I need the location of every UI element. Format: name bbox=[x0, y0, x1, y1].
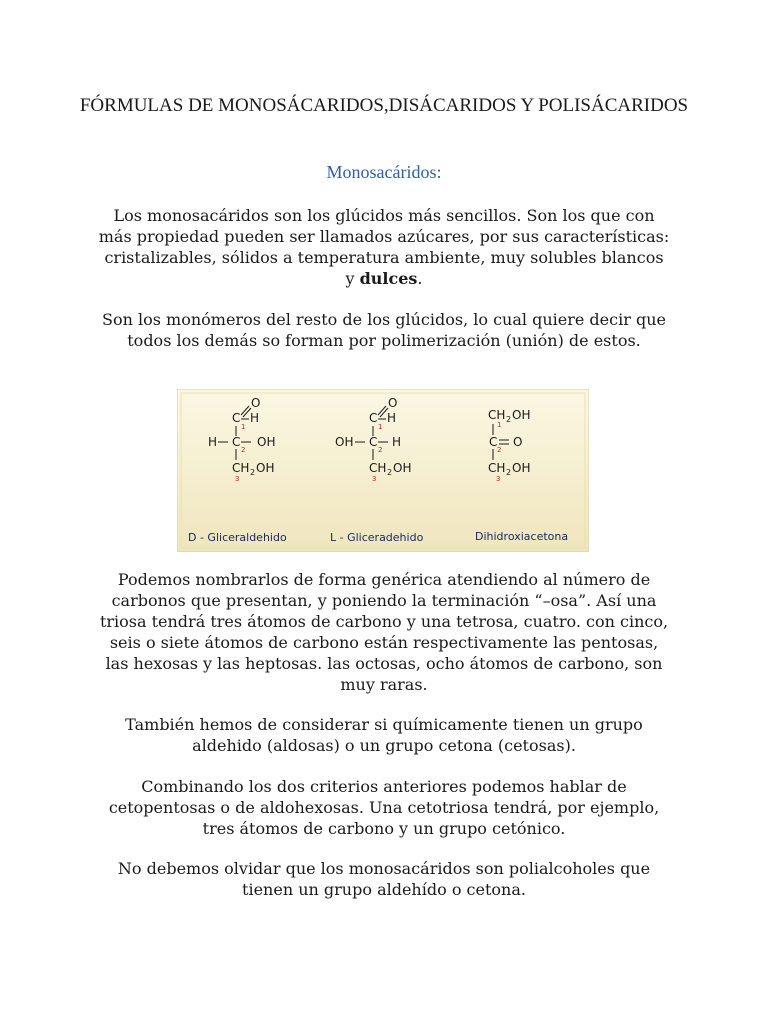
carbon-number-1: 1 bbox=[497, 421, 502, 429]
caption-l-glyceraldehyde: L - Gliceradehido bbox=[330, 531, 424, 544]
chemical-structures-figure bbox=[177, 389, 589, 552]
caption-dihydroxyacetone: Dihidroxiacetona bbox=[475, 530, 569, 543]
section-heading: Monosacáridos: bbox=[326, 162, 442, 182]
atom-o: O bbox=[388, 396, 398, 410]
caption-d-glyceraldehyde: D - Gliceraldehido bbox=[188, 531, 287, 544]
atom-sub2: 2 bbox=[387, 468, 393, 477]
page-title: FÓRMULAS DE MONOSÁCARIDOS,DISÁCARIDOS Y POLISÁCARIDOS bbox=[79, 95, 689, 116]
carbon-number-1: 1 bbox=[378, 423, 383, 431]
atom-h: H bbox=[250, 411, 260, 425]
paragraph-functional-group: También hemos de considerar si químicamente tienen un grupo aldehido (aldosas) o un grupo cetona (cetosas). bbox=[125, 715, 643, 755]
atom-ch: CH bbox=[488, 408, 506, 422]
atom-ch-bottom: CH bbox=[488, 461, 506, 475]
structures-svg bbox=[177, 389, 589, 552]
atom-oh: OH bbox=[257, 435, 276, 449]
carbon-number-2: 2 bbox=[378, 446, 383, 454]
atom-sub2: 2 bbox=[250, 468, 256, 477]
paragraph-naming: Podemos nombrarlos de forma genérica atendiendo al número de carbonos que presentan, y poniendo la terminación “–osa”. Así una triosa tendrá tres átomos de carbono y una tetrosa, cuatro. con cinco, seis o siete átomos de carbono están respectivamente las pentosas, las hexosas y las heptosas. las octosas, ocho átomos de carbono, son muy raras. bbox=[99, 570, 669, 694]
carbon-number-3: 3 bbox=[496, 475, 501, 483]
atom-oh-left: OH bbox=[335, 435, 354, 449]
paragraph-intro bbox=[98, 205, 670, 289]
atom-o: O bbox=[251, 396, 261, 410]
atom-sub2-bottom: 2 bbox=[506, 468, 512, 477]
atom-c1: C bbox=[232, 411, 241, 425]
paragraph-intro-end: . bbox=[417, 269, 423, 288]
atom-ch: CH bbox=[369, 461, 387, 475]
atom-oh: OH bbox=[512, 408, 531, 422]
atom-c2: C bbox=[489, 435, 498, 449]
carbon-number-2: 2 bbox=[497, 446, 502, 454]
carbon-number-3: 3 bbox=[372, 475, 377, 483]
carbon-number-3: 3 bbox=[235, 475, 240, 483]
atom-ch: CH bbox=[232, 461, 250, 475]
carbon-number-2: 2 bbox=[241, 446, 246, 454]
atom-oh-bottom: OH bbox=[256, 461, 275, 475]
atom-oh-bottom: OH bbox=[512, 461, 531, 475]
paragraph-polyalcohols: No debemos olvidar que los monosacáridos son polialcoholes que tienen un grupo aldehído o cetona. bbox=[117, 859, 651, 899]
atom-h-left: H bbox=[208, 435, 218, 449]
atom-c2: C bbox=[369, 435, 378, 449]
atom-c1: C bbox=[369, 411, 378, 425]
paragraph-intro-text: Los monosacáridos son los glúcidos más sencillos. Son los que con más propiedad pueden ser llamados azúcares, por sus características: cristalizables, sólidos a temperatura ambiente, muy solubles blancos y bbox=[98, 206, 670, 288]
atom-h: H bbox=[387, 411, 397, 425]
atom-c2: C bbox=[232, 435, 241, 449]
atom-oh-bottom: OH bbox=[393, 461, 412, 475]
atom-h-right: H bbox=[392, 435, 402, 449]
carbon-number-1: 1 bbox=[241, 423, 246, 431]
bold-word-dulces: dulces bbox=[359, 269, 418, 288]
atom-o: O bbox=[513, 435, 523, 449]
paragraph-combining-criteria: Combinando los dos criterios anteriores podemos hablar de cetopentosas o de aldohexosas. Una cetotriosa tendrá, por ejemplo, tres átomos de carbono y un grupo cetónico. bbox=[108, 777, 660, 838]
atom-sub2: 2 bbox=[506, 415, 512, 424]
paragraph-monomers: Son los monómeros del resto de los glúcidos, lo cual quiere decir que todos los demás so forman por polimerización (unión) de estos. bbox=[102, 310, 666, 350]
